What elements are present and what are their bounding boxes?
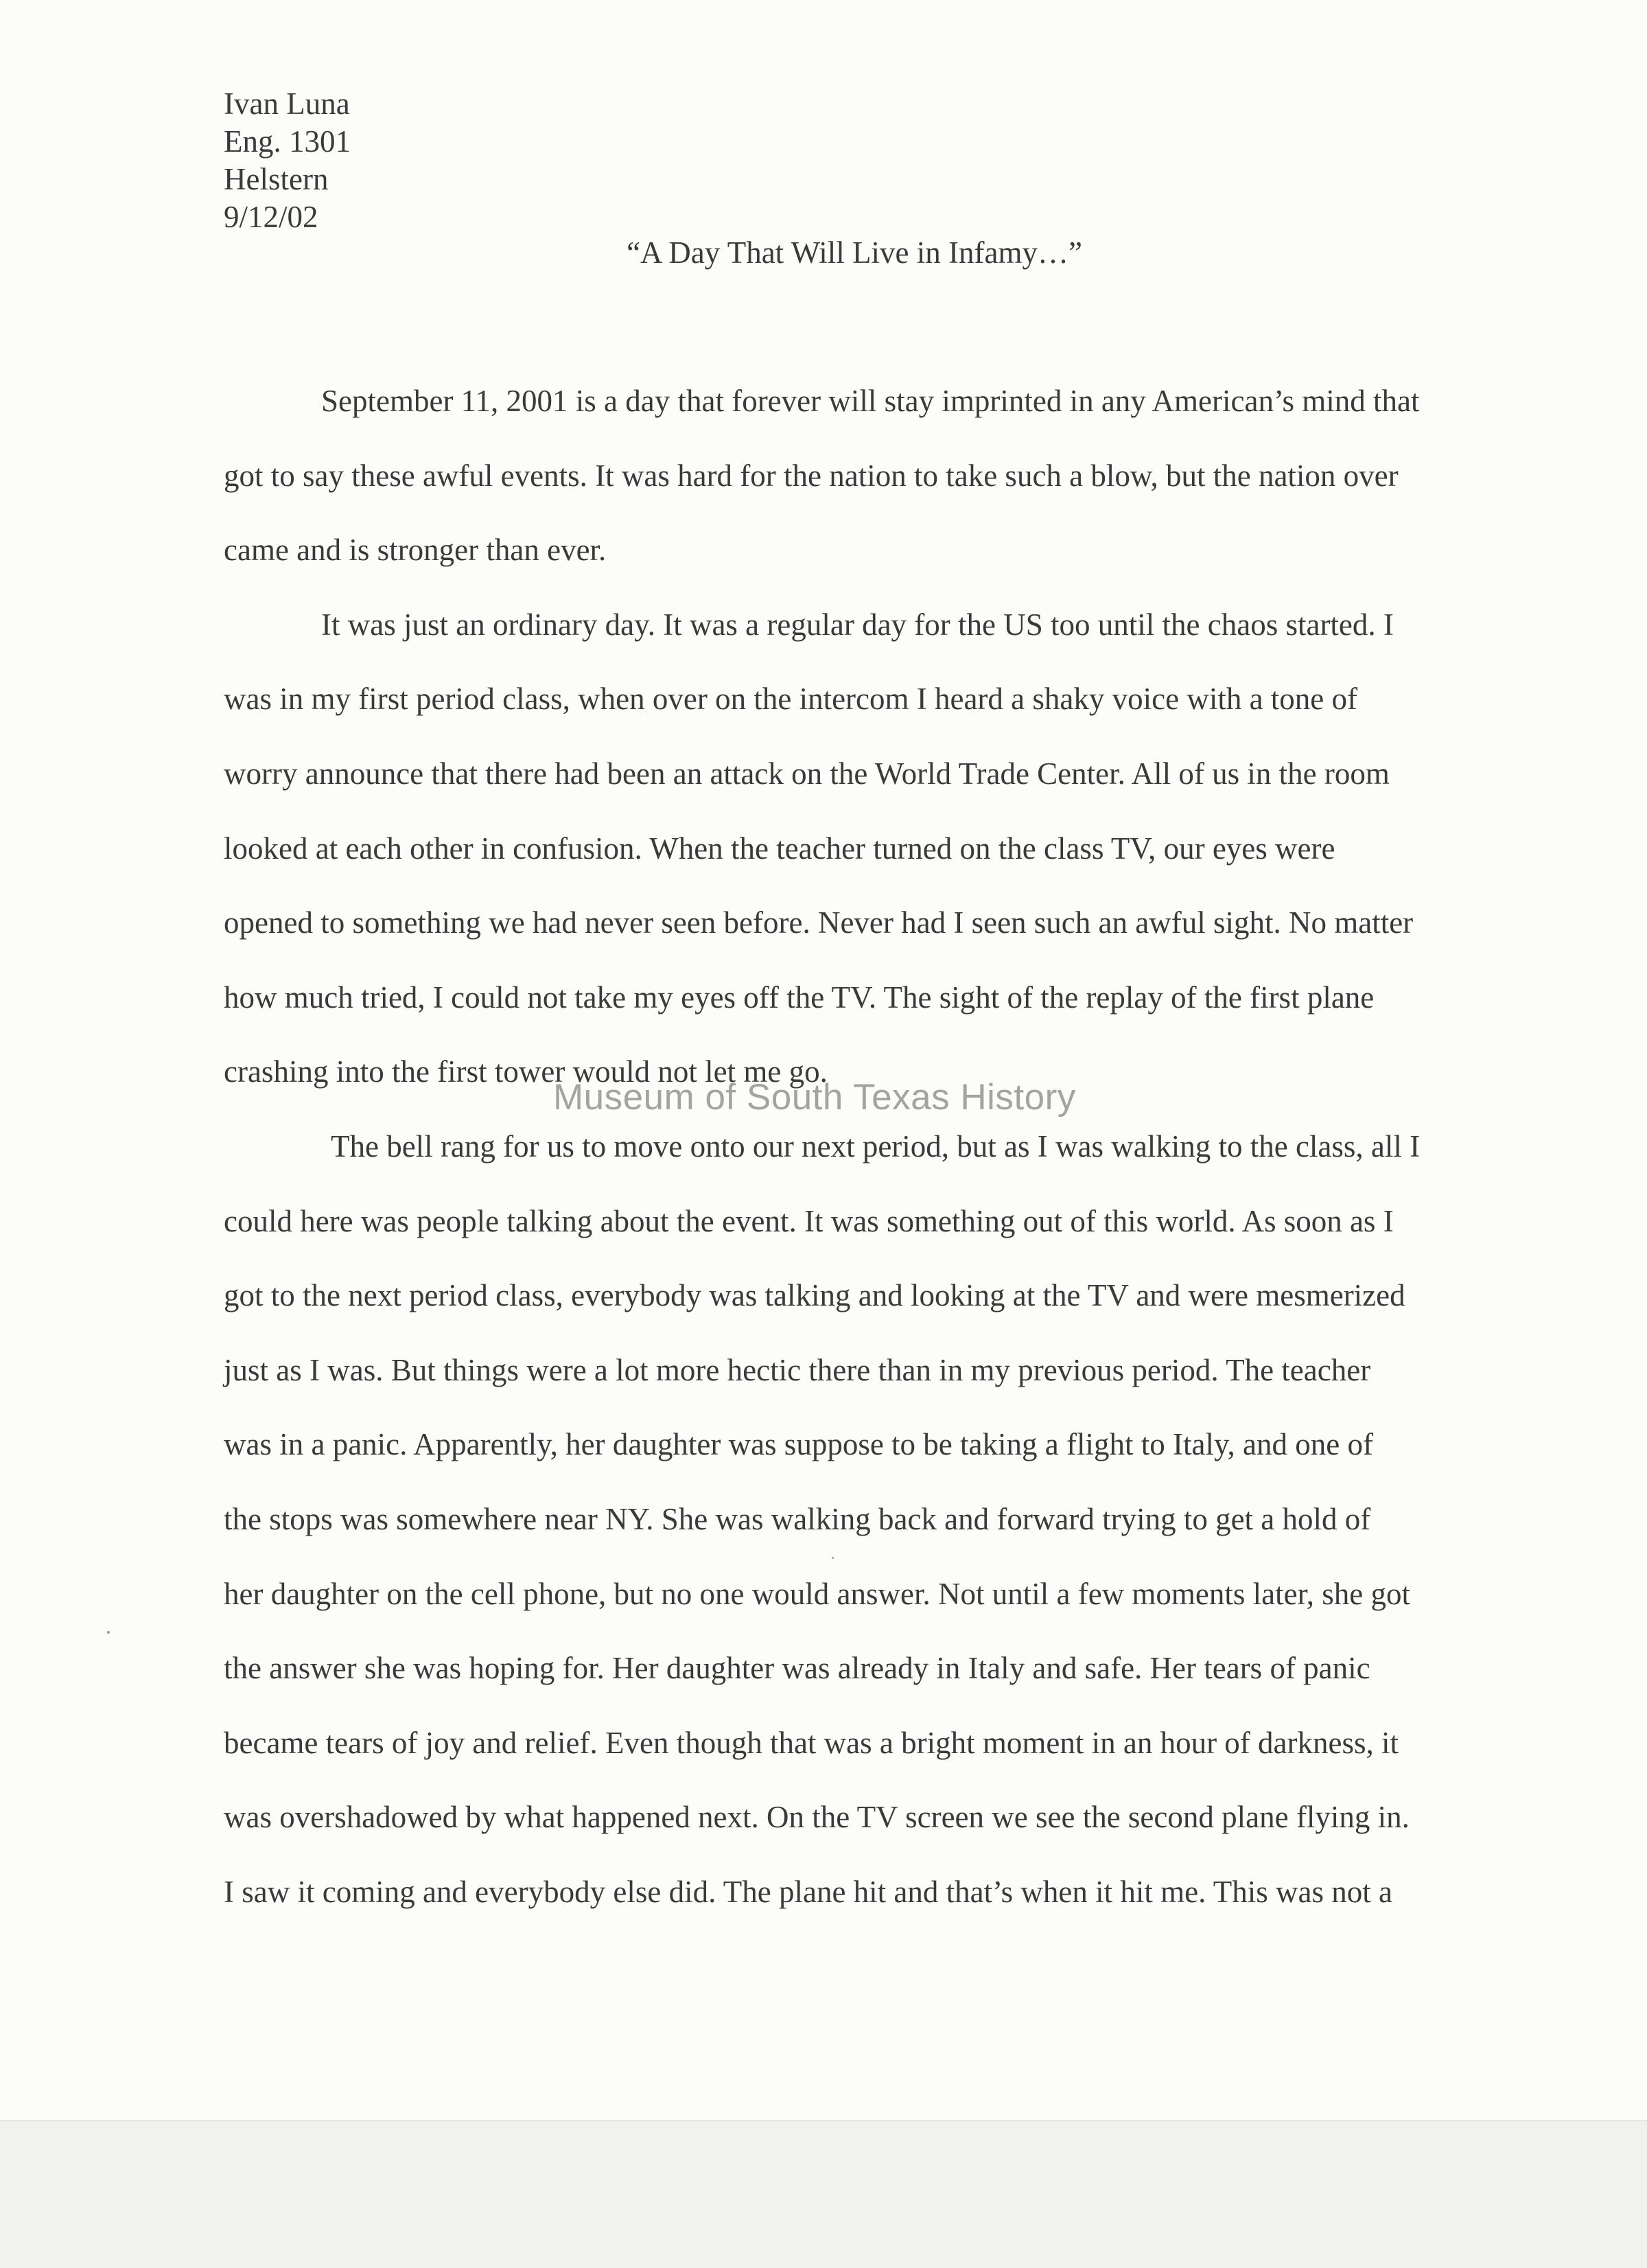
body-line: the answer she was hoping for. Her daughter was already in Italy and safe. Her tears of panic: [224, 1651, 1370, 1686]
essay-header: [224, 85, 351, 236]
body-line: got to say these awful events. It was hard for the nation to take such a blow, but the nation over: [224, 458, 1399, 493]
scan-bottom-edge: [0, 2120, 1647, 2268]
instructor-name: Helstern: [224, 162, 329, 196]
body-line: was overshadowed by what happened next. On the TV screen we see the second plane flying in.: [224, 1800, 1410, 1835]
body-line: got to the next period class, everybody was talking and looking at the TV and were mesmerized: [224, 1278, 1405, 1313]
body-line: could here was people talking about the event. It was something out of this world. As soon as I: [224, 1203, 1394, 1238]
scan-speck: [107, 1631, 110, 1634]
body-line: The bell rang for us to move onto our next period, but as I was walking to the class, all I: [331, 1129, 1421, 1164]
scan-speck: [832, 1557, 834, 1559]
body-line: the stops was somewhere near NY. She was walking back and forward trying to get a hold of: [224, 1501, 1371, 1536]
body-line: I saw it coming and everybody else did. The plane hit and that’s when it hit me. This was not a: [224, 1874, 1392, 1909]
body-line: how much tried, I could not take my eyes off the TV. The sight of the replay of the first plane: [224, 980, 1375, 1015]
essay-title-row: [0, 233, 1647, 272]
body-line: opened to something we had never seen before. Never had I seen such an awful sight. No matter: [224, 905, 1414, 940]
body-line: her daughter on the cell phone, but no one would answer. Not until a few moments later, she got: [224, 1576, 1411, 1611]
body-line: became tears of joy and relief. Even though that was a bright moment in an hour of darkness, it: [224, 1725, 1399, 1760]
student-name: Ivan Luna: [224, 86, 350, 121]
essay-date: 9/12/02: [224, 200, 318, 234]
body-line: looked at each other in confusion. When the teacher turned on the class TV, our eyes were: [224, 831, 1335, 866]
body-line: crashing into the first tower would not let me go.: [224, 1054, 828, 1089]
essay-title: “A Day That Will Live in Infamy…”: [627, 235, 1082, 270]
body-line: worry announce that there had been an attack on the World Trade Center. All of us in the room: [224, 756, 1390, 791]
essay-body: [224, 380, 1480, 1945]
body-line: September 11, 2001 is a day that forever will stay imprinted in any American’s mind that: [321, 384, 1420, 418]
museum-watermark: Museum of South Texas History: [553, 1077, 1076, 1118]
body-line: came and is stronger than ever.: [224, 533, 607, 568]
body-line: just as I was. But things were a lot more hectic there than in my previous period. The teacher: [224, 1352, 1371, 1387]
body-line: was in my first period class, when over on the intercom I heard a shaky voice with a tone of: [224, 682, 1358, 717]
body-line: It was just an ordinary day. It was a regular day for the US too until the chaos started. I: [321, 607, 1394, 642]
body-line: was in a panic. Apparently, her daughter was suppose to be taking a flight to Italy, and one of: [224, 1427, 1373, 1462]
course-number: Eng. 1301: [224, 124, 351, 159]
